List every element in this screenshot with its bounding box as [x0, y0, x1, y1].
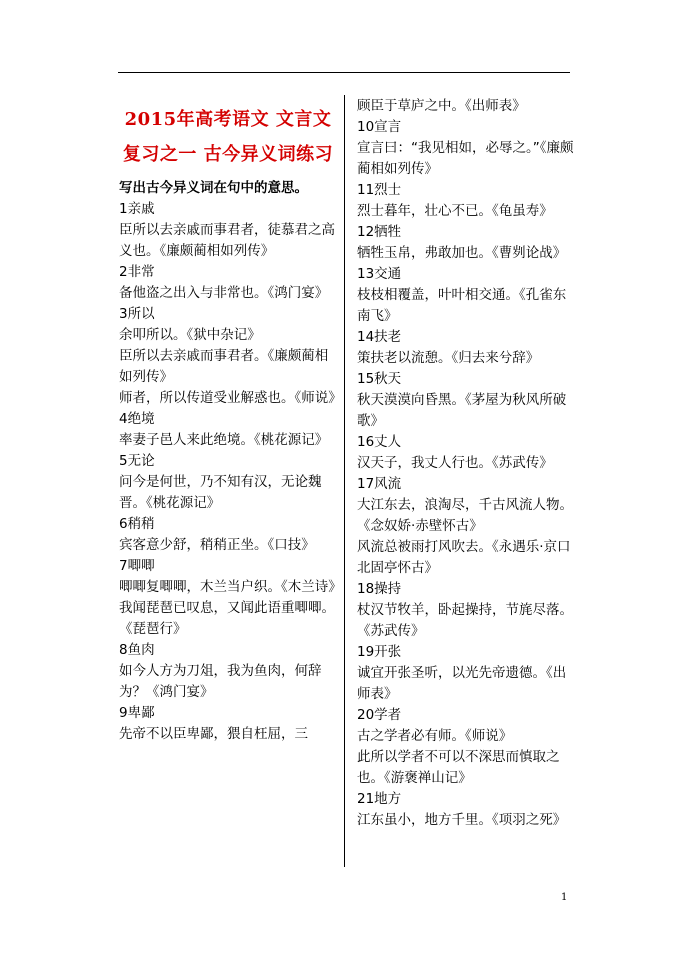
example-sentence: 烈士暮年，壮心不已。《龟虽寿》: [357, 203, 553, 219]
page-title: 2015年高考语文 文言文复习之一 古今异义词练习: [122, 109, 334, 165]
instruction: 写出古今异义词在句中的意思。: [119, 180, 308, 196]
example-sentence: 余叩所以。《狱中杂记》: [119, 327, 261, 343]
left-lines: [119, 199, 342, 745]
term-heading: 6稍稍: [119, 516, 155, 532]
term-heading: 17风流: [357, 476, 402, 492]
example-sentence: 杖汉节牧羊，卧起操持，节旄尽落。《苏武传》: [357, 602, 573, 639]
example-sentence: 备他盗之出入与非常也。《鸿门宴》: [119, 285, 329, 301]
example-sentence: 宾客意少舒，稍稍正坐。《口技》: [119, 537, 315, 553]
term-heading: 13交通: [357, 266, 402, 282]
term-heading: 19开张: [357, 644, 402, 660]
term-heading: 3所以: [119, 306, 155, 322]
example-sentence: 古之学者必有师。《师说》: [357, 728, 513, 744]
example-sentence: 如今人方为刀俎，我为鱼肉，何辞为？《鸿门宴》: [119, 663, 322, 700]
example-sentence: 江东虽小，地方千里。《项羽之死》: [357, 812, 567, 828]
term-heading: 21地方: [357, 791, 402, 807]
term-heading: 12牺牲: [357, 224, 402, 240]
example-sentence: 臣所以去亲戚而事君者，徒慕君之高义也。《廉颇蔺相如列传》: [119, 222, 335, 259]
example-sentence: 牺牲玉帛，弗敢加也。《曹刿论战》: [357, 245, 567, 261]
example-sentence: 宣言曰：“我见相如，必辱之。”《廉颇蔺相如列传》: [357, 140, 574, 177]
example-sentence: 大江东去，浪淘尽，千古风流人物。《念奴娇·赤壁怀古》: [357, 497, 573, 534]
term-heading: 20学者: [357, 707, 402, 723]
example-sentence: 秋天漠漠向昏黑。《茅屋为秋风所破歌》: [357, 392, 567, 429]
term-heading: 11烈士: [357, 182, 402, 198]
term-heading: 5无论: [119, 453, 155, 469]
example-sentence: 汉天子，我丈人行也。《苏武传》: [357, 455, 553, 471]
term-heading: 8鱼肉: [119, 642, 155, 658]
term-heading: 15秋天: [357, 371, 402, 387]
column-divider: [344, 95, 345, 867]
example-sentence: 枝枝相覆盖，叶叶相交通。《孔雀东南飞》: [357, 287, 567, 324]
example-sentence: 臣所以去亲戚而事君者。《廉颇蔺相如列传》: [119, 348, 329, 385]
example-sentence: 先帝不以臣卑鄙，猥自枉屈，三: [119, 726, 308, 742]
term-heading: 4绝境: [119, 411, 155, 427]
example-sentence: 风流总被雨打风吹去。《永遇乐·京口北固亭怀古》: [357, 539, 571, 576]
term-heading: 2非常: [119, 264, 155, 280]
example-sentence: 此所以学者不可以不深思而慎取之也。《游褒禅山记》: [357, 749, 560, 786]
example-sentence: 率妻子邑人来此绝境。《桃花源记》: [119, 432, 329, 448]
term-heading: 16丈人: [357, 434, 402, 450]
example-sentence: 问今是何世，乃不知有汉，无论魏晋。《桃花源记》: [119, 474, 322, 511]
example-sentence: 我闻琵琶已叹息，又闻此语重唧唧。《琵琶行》: [119, 600, 335, 637]
term-heading: 1亲戚: [119, 201, 155, 217]
term-heading: 14扶老: [357, 329, 402, 345]
right-lines: [357, 96, 575, 831]
term-heading: 9卑鄙: [119, 705, 155, 721]
term-heading: 10宣言: [357, 119, 402, 135]
example-sentence: 诚宜开张圣听，以光先帝遗德。《出师表》: [357, 665, 567, 702]
example-sentence: 顾臣于草庐之中。《出师表》: [357, 98, 526, 114]
example-sentence: 策扶老以流憩。《归去来兮辞》: [357, 350, 540, 366]
left-column: [119, 102, 342, 745]
term-heading: 18操持: [357, 581, 402, 597]
example-sentence: 唧唧复唧唧，木兰当户织。《木兰诗》: [119, 579, 342, 595]
term-heading: 7唧唧: [119, 558, 155, 574]
top-rule: [118, 72, 570, 73]
example-sentence: 师者，所以传道受业解惑也。《师说》: [119, 390, 342, 406]
right-column: [357, 96, 575, 831]
page-number: 1: [561, 892, 568, 903]
